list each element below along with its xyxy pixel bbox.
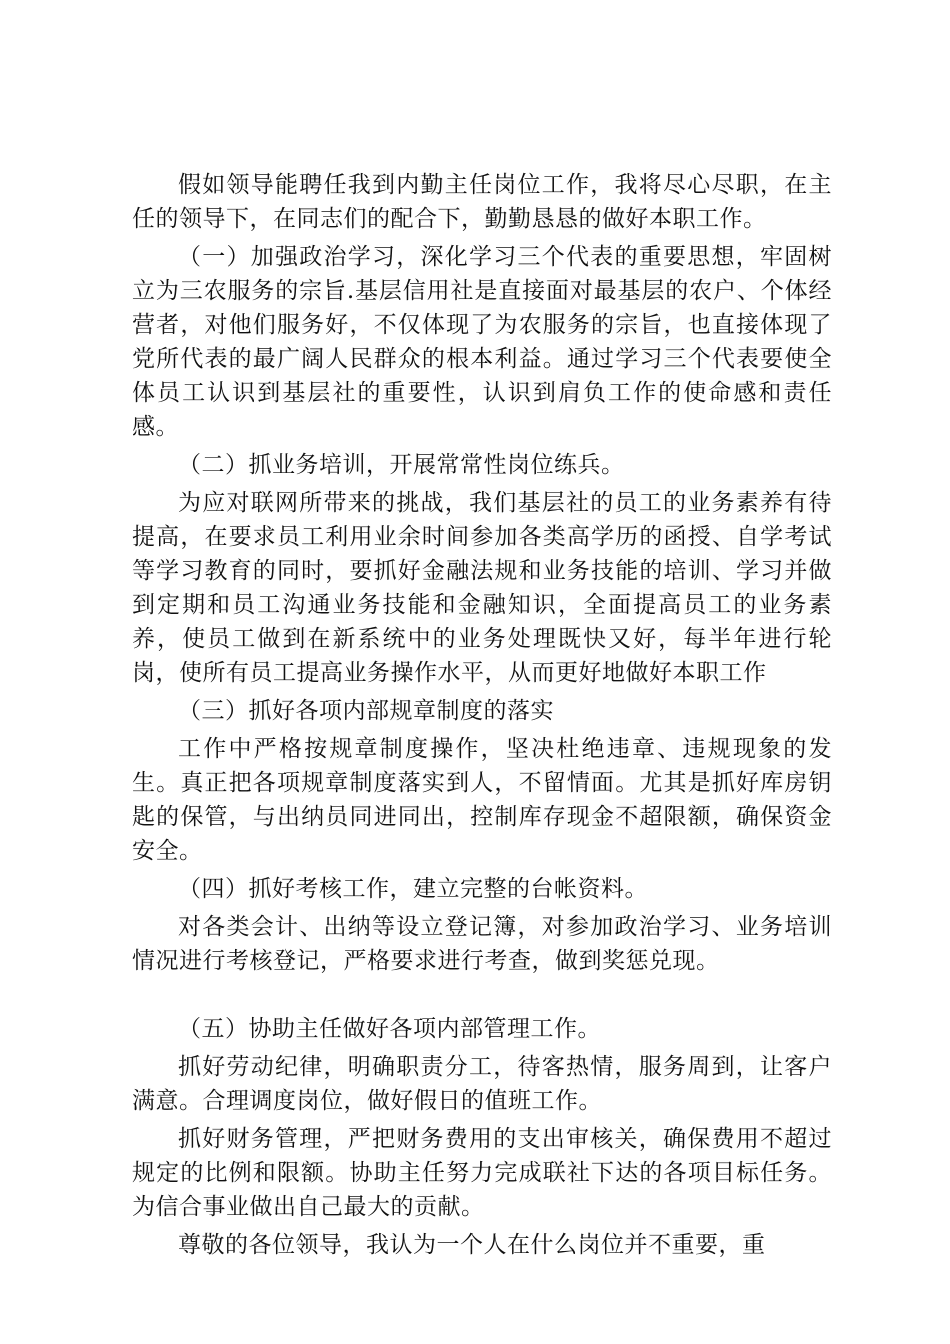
paragraph-intro: 假如领导能聘任我到内勤主任岗位工作，我将尽心尽职，在主任的领导下，在同志们的配合下，勤勤恳恳的做好本职工作。 [132, 172, 832, 232]
document-body [132, 168, 832, 1266]
paragraph-section-4-heading: （四）抓好考核工作，建立完整的台帐资料。 [178, 876, 648, 902]
paragraph-section-2-heading: （二）抓业务培训，开展常常性岗位练兵。 [178, 452, 625, 478]
paragraph-section-1: （一）加强政治学习，深化学习三个代表的重要思想，牢固树立为三农服务的宗旨.基层信用社是直接面对最基层的农户、个体经营者，对他们服务好，不仅体现了为农服务的宗旨，也直接体现了党所代表的最广阔人民群众的根本利益。通过学习三个代表要使全体员工认识到基层社的重要性，认识到肩负工作的使命感和责任感。 [132, 244, 832, 440]
paragraph-section-2-body: 为应对联网所带来的挑战，我们基层社的员工的业务素养有待提高，在要求员工利用业余时间参加各类高学历的函授、自学考试等学习教育的同时，要抓好金融法规和业务技能的培训、学习并做到定期和员工沟通业务技能和金融知识，全面提高员工的业务素养，使员工做到在新系统中的业务处理既快又好，每半年进行轮岗，使所有员工提高业务操作水平，从而更好地做好本职工作 [132, 490, 832, 686]
paragraph-section-5-body-2: 抓好财务管理，严把财务费用的支出审核关，确保费用不超过规定的比例和限额。协助主任努力完成联社下达的各项目标任务。为信合事业做出自己最大的贡献。 [132, 1126, 832, 1220]
paragraph-section-3-heading: （三）抓好各项内部规章制度的落实 [178, 698, 554, 724]
paragraph-section-4-body: 对各类会计、出纳等设立登记簿，对参加政治学习、业务培训情况进行考核登记，严格要求进行考查，做到奖惩兑现。 [132, 914, 832, 974]
paragraph-section-3-body: 工作中严格按规章制度操作，坚决杜绝违章、违规现象的发生。真正把各项规章制度落实到人，不留情面。尤其是抓好库房钥匙的保管，与出纳员同进同出，控制库存现金不超限额，确保资金安全。 [132, 736, 832, 864]
paragraph-section-5-heading: （五）协助主任做好各项内部管理工作。 [178, 1016, 601, 1042]
paragraph-section-5-body-1: 抓好劳动纪律，明确职责分工，待客热情，服务周到，让客户满意。合理调度岗位，做好假日的值班工作。 [132, 1054, 832, 1114]
paragraph-closing: 尊敬的各位领导，我认为一个人在什么岗位并不重要，重 [178, 1232, 766, 1258]
paragraph-spacer [132, 982, 832, 1012]
